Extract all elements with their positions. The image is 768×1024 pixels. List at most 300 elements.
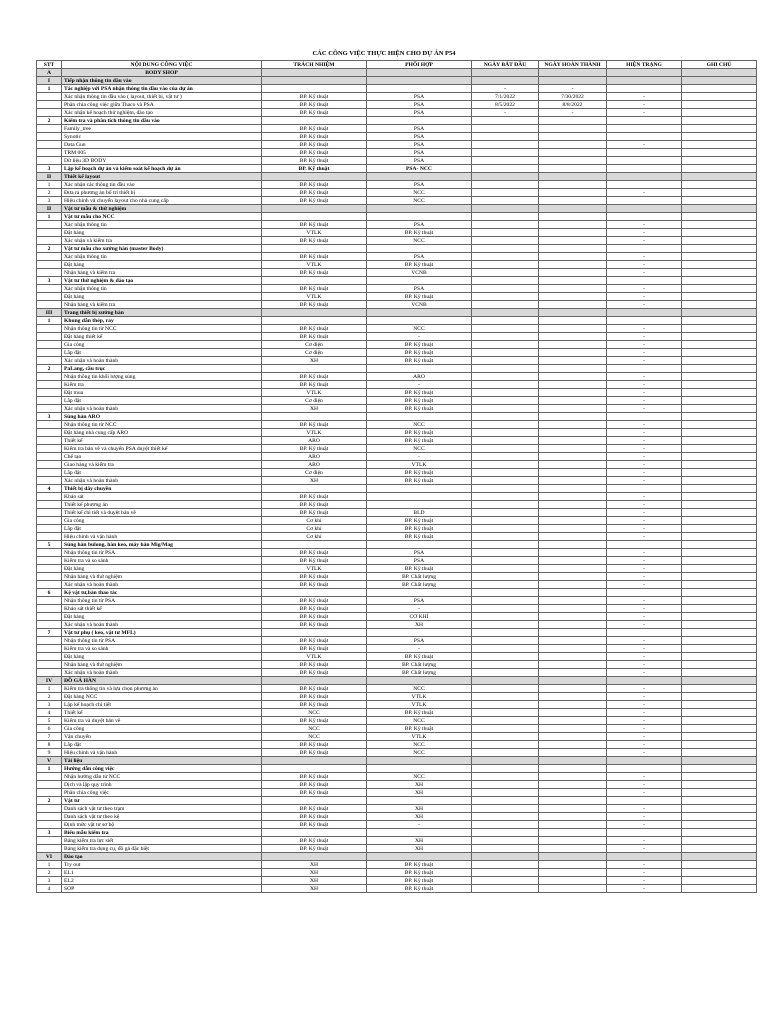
cell-coordination: BP. Kỹ thuật [367,469,472,477]
cell-note [682,237,757,245]
document-title: CÁC CÔNG VIỆC THỰC HIỆN CHO DỰ ÁN P54 [312,50,456,57]
cell-responsibility: BP. Kỹ thuật [262,445,367,453]
cell-stt: VI [37,853,62,861]
cell-stt: 2 [37,189,62,197]
cell-responsibility [262,117,367,125]
cell-responsibility: BP. Kỹ thuật [262,269,367,277]
cell-stt [37,349,62,357]
cell-note [682,365,757,373]
cell-status: - [607,389,682,397]
cell-responsibility [262,629,367,637]
cell-content: Lắp đặt [62,349,262,357]
cell-coordination: NCC [367,197,472,205]
cell-status: - [607,621,682,629]
cell-coordination [367,205,472,213]
cell-responsibility: BP. Kỹ thuật [262,813,367,821]
cell-start-date [472,693,539,701]
cell-coordination [367,413,472,421]
cell-status [607,589,682,597]
cell-content: Lắp đặt [62,469,262,477]
table-row [37,741,757,749]
cell-coordination [367,829,472,837]
cell-note [682,645,757,653]
cell-status: - [607,469,682,477]
cell-status [607,205,682,213]
cell-status: - [607,581,682,589]
cell-stt [37,357,62,365]
cell-end-date [539,605,607,613]
cell-note [682,621,757,629]
cell-end-date [539,133,607,141]
cell-responsibility: BP. Kỹ thuật [262,637,367,645]
cell-coordination: BP. Kỹ thuật [367,357,472,365]
table-row [37,725,757,733]
subsection-row [37,829,757,837]
cell-note [682,117,757,125]
cell-start-date [472,453,539,461]
cell-start-date [472,853,539,861]
header-stt: STT [37,61,62,69]
cell-responsibility: BP. Kỹ thuật [262,597,367,605]
cell-coordination: XH [367,781,472,789]
subsection-row [37,765,757,773]
cell-stt [37,109,62,117]
cell-status: - [607,885,682,893]
cell-start-date [472,517,539,525]
cell-start-date [472,205,539,213]
cell-stt: II [37,205,62,213]
cell-start-date: - [472,109,539,117]
cell-end-date [539,749,607,757]
cell-stt [37,469,62,477]
cell-start-date [472,733,539,741]
cell-status: - [607,597,682,605]
cell-status: - [607,717,682,725]
cell-stt [37,789,62,797]
cell-content: Dịch và lập quy trình [62,781,262,789]
cell-status [607,829,682,837]
cell-status [607,629,682,637]
cell-responsibility: BP. Kỹ thuật [262,237,367,245]
table-row [37,573,757,581]
cell-note [682,781,757,789]
cell-note [682,285,757,293]
cell-end-date [539,501,607,509]
cell-end-date [539,517,607,525]
table-row [37,109,757,117]
cell-coordination [367,117,472,125]
cell-responsibility: XH [262,885,367,893]
cell-stt [37,557,62,565]
cell-status: - [607,453,682,461]
cell-content: Nhận hàng và thử nghiệm [62,661,262,669]
cell-start-date [472,245,539,253]
cell-note [682,277,757,285]
table-row [37,549,757,557]
cell-end-date [539,733,607,741]
table-row [37,293,757,301]
cell-stt [37,453,62,461]
cell-end-date [539,205,607,213]
cell-end-date [539,77,607,85]
table-row [37,789,757,797]
cell-start-date [472,621,539,629]
cell-end-date [539,269,607,277]
table-row [37,645,757,653]
cell-coordination [367,765,472,773]
cell-content: Đặt hàng [62,261,262,269]
cell-end-date [539,597,607,605]
cell-note [682,829,757,837]
cell-responsibility: NCC [262,725,367,733]
cell-end-date [539,525,607,533]
cell-end-date [539,437,607,445]
cell-responsibility: BP. Kỹ thuật [262,197,367,205]
cell-note [682,469,757,477]
cell-content: Hiệu chỉnh và vận hành [62,533,262,541]
cell-start-date [472,349,539,357]
cell-stt: 4 [37,885,62,893]
cell-note [682,421,757,429]
cell-note [682,141,757,149]
cell-end-date [539,589,607,597]
table-row [37,661,757,669]
cell-start-date [472,261,539,269]
section-row [37,853,757,861]
cell-coordination: BP. Kỹ thuật [367,229,472,237]
table-row [37,373,757,381]
cell-note [682,205,757,213]
cell-status: - [607,357,682,365]
cell-status: - [607,821,682,829]
cell-end-date [539,509,607,517]
cell-start-date [472,645,539,653]
cell-stt [37,581,62,589]
cell-content: Phân chia công việc giữa Thaco và PSA [62,101,262,109]
cell-content: Giao hàng và kiểm tra [62,461,262,469]
cell-start-date [472,77,539,85]
cell-stt: 5 [37,717,62,725]
cell-coordination: NCC [367,421,472,429]
cell-coordination: NCC [367,773,472,781]
table-row [37,773,757,781]
cell-stt: 2 [37,797,62,805]
cell-responsibility: BP. Kỹ thuật [262,493,367,501]
subsection-row [37,485,757,493]
cell-start-date [472,741,539,749]
cell-status: - [607,869,682,877]
table-row [37,229,757,237]
cell-end-date [539,789,607,797]
cell-start-date [472,565,539,573]
cell-stt: 3 [37,277,62,285]
cell-coordination: BP. Kỹ thuật [367,437,472,445]
cell-coordination [367,797,472,805]
cell-responsibility: BP. Kỹ thuật [262,821,367,829]
cell-stt [37,253,62,261]
cell-note [682,109,757,117]
cell-content: Vật tư thử nghiệm & đào tạo [62,277,262,285]
cell-responsibility: XH [262,869,367,877]
cell-start-date [472,117,539,125]
table-row [37,421,757,429]
cell-end-date [539,357,607,365]
cell-note [682,549,757,557]
cell-note [682,517,757,525]
cell-responsibility: Cơ điện [262,349,367,357]
section-row [37,757,757,765]
cell-content: Kiểm tra và so sánh [62,557,262,565]
cell-status: - [607,837,682,845]
cell-coordination: BP. Kỹ thuật [367,709,472,717]
table-row [37,533,757,541]
section-row [37,677,757,685]
cell-start-date [472,213,539,221]
cell-stt [37,573,62,581]
cell-content: Vật tư mẫu cho xưởng hàn (master Body) [62,245,262,253]
header-coordination: PHỐI HỢP [367,61,472,69]
cell-note [682,309,757,317]
cell-content: Dữ liệu 3D BODY [62,157,262,165]
cell-responsibility: BP. Kỹ thuật [262,381,367,389]
cell-start-date [472,877,539,885]
cell-status [607,245,682,253]
cell-status: - [607,397,682,405]
cell-note [682,773,757,781]
cell-coordination: PSA [367,93,472,101]
cell-end-date [539,117,607,125]
cell-end-date [539,349,607,357]
table-row [37,333,757,341]
cell-coordination: XH [367,621,472,629]
cell-responsibility: VTLK [262,261,367,269]
cell-content: Biểu mẫu kiểm tra [62,829,262,837]
cell-coordination: XH [367,789,472,797]
cell-stt [37,125,62,133]
cell-end-date: 7/30/2022 [539,93,607,101]
cell-content: Xác nhận thông tin [62,221,262,229]
cell-coordination: - [367,381,472,389]
cell-status: - [607,373,682,381]
cell-start-date [472,653,539,661]
cell-coordination: VTLK [367,693,472,701]
table-row [37,125,757,133]
cell-start-date [472,597,539,605]
cell-end-date [539,533,607,541]
cell-end-date [539,757,607,765]
cell-end-date [539,365,607,373]
cell-status: - [607,773,682,781]
cell-start-date [472,709,539,717]
cell-stt [37,517,62,525]
header-content: NỘI DUNG CÔNG VIỆC [62,61,262,69]
cell-stt [37,325,62,333]
subsection-row [37,245,757,253]
cell-stt [37,661,62,669]
cell-coordination: BP. Kỹ thuật [367,565,472,573]
cell-responsibility: XH [262,357,367,365]
cell-responsibility: VTLK [262,429,367,437]
cell-note [682,485,757,493]
cell-start-date [472,541,539,549]
cell-note [682,493,757,501]
table-row [37,861,757,869]
cell-note [682,757,757,765]
cell-start-date [472,157,539,165]
cell-end-date [539,453,607,461]
cell-content: Synotic [62,133,262,141]
cell-responsibility: BP. Kỹ thuật [262,845,367,853]
cell-start-date [472,301,539,309]
cell-stt: 2 [37,869,62,877]
table-row [37,341,757,349]
cell-content: Nhận thông tin từ PSA [62,549,262,557]
cell-end-date [539,229,607,237]
cell-stt [37,669,62,677]
cell-content: Kệ vật tư,bàn thao tác [62,589,262,597]
cell-stt: 3 [37,165,62,173]
cell-coordination: PSA [367,133,472,141]
cell-responsibility: BP. Kỹ thuật [262,373,367,381]
header-notes: GHI CHÚ [682,61,757,69]
cell-status [607,213,682,221]
cell-note [682,437,757,445]
cell-responsibility [262,309,367,317]
cell-content: Gia công [62,517,262,525]
cell-content: Gia công [62,341,262,349]
cell-coordination [367,493,472,501]
cell-status: - [607,325,682,333]
cell-start-date [472,277,539,285]
cell-start-date [472,581,539,589]
cell-responsibility: Cơ điện [262,341,367,349]
cell-stt: 1 [37,861,62,869]
cell-start-date [472,829,539,837]
cell-status: - [607,725,682,733]
cell-start-date [472,797,539,805]
cell-note [682,405,757,413]
cell-start-date [472,325,539,333]
table-row [37,445,757,453]
cell-start-date [472,509,539,517]
cell-note [682,653,757,661]
cell-coordination: PSA [367,285,472,293]
subsection-row [37,365,757,373]
cell-status: - [607,701,682,709]
cell-end-date [539,685,607,693]
cell-stt: 3 [37,829,62,837]
cell-content: Lắp đặt [62,525,262,533]
cell-status: - [607,709,682,717]
section-row [37,173,757,181]
cell-note [682,581,757,589]
cell-content: Đặt hàng [62,653,262,661]
cell-note [682,861,757,869]
cell-stt: III [37,309,62,317]
table-row [37,749,757,757]
cell-coordination: XH [367,845,472,853]
cell-coordination: PSA [367,557,472,565]
cell-stt [37,341,62,349]
cell-status: - [607,605,682,613]
cell-end-date [539,405,607,413]
cell-stt: II [37,173,62,181]
cell-start-date [472,789,539,797]
cell-content: Gia công [62,725,262,733]
cell-status [607,757,682,765]
cell-coordination: PSA [367,637,472,645]
cell-content: Đặt hàng nhà cung cấp ARO [62,429,262,437]
cell-end-date [539,173,607,181]
cell-note [682,77,757,85]
cell-note [682,597,757,605]
cell-start-date [472,373,539,381]
cell-note [682,637,757,645]
section-row [37,205,757,213]
cell-responsibility: BP. Kỹ thuật [262,421,367,429]
cell-status [607,541,682,549]
cell-end-date [539,245,607,253]
cell-end-date [539,853,607,861]
cell-note [682,229,757,237]
cell-stt [37,637,62,645]
cell-status: - [607,461,682,469]
cell-start-date [472,469,539,477]
cell-end-date [539,869,607,877]
cell-content: Lập kế hoạch chi tiết [62,701,262,709]
cell-end-date [539,741,607,749]
table-row [37,605,757,613]
cell-end-date [539,261,607,269]
cell-content: Xác nhận thông tin [62,253,262,261]
cell-status: - [607,229,682,237]
cell-stt: 3 [37,413,62,421]
cell-end-date [539,541,607,549]
table-body [37,69,757,893]
cell-coordination: PSA [367,549,472,557]
cell-content: Hiệu chỉnh và chuyển layout cho nhà cung cấp [62,197,262,205]
cell-stt [37,269,62,277]
table-row [37,517,757,525]
cell-start-date: 8/5/2022 [472,101,539,109]
table-row [37,557,757,565]
cell-start-date [472,221,539,229]
cell-content: Xác nhận và hoàn thành [62,581,262,589]
subsection-row [37,85,757,93]
cell-start-date [472,365,539,373]
cell-note [682,557,757,565]
cell-end-date [539,69,607,77]
cell-stt [37,373,62,381]
cell-responsibility: BP. Kỹ thuật [262,645,367,653]
cell-end-date [539,317,607,325]
table-row [37,781,757,789]
cell-content: Trang thiết bị xưởng hàn [62,309,262,317]
cell-coordination [367,213,472,221]
cell-status: - [607,221,682,229]
cell-coordination [367,629,472,637]
cell-content: Đưa ra phương án bố trí thiết bị [62,189,262,197]
cell-status: - [607,661,682,669]
cell-status: - [607,525,682,533]
section-row [37,309,757,317]
cell-status: - [607,861,682,869]
cell-end-date [539,573,607,581]
cell-end-date [539,677,607,685]
cell-note [682,293,757,301]
cell-coordination: - [367,453,472,461]
cell-start-date [472,293,539,301]
